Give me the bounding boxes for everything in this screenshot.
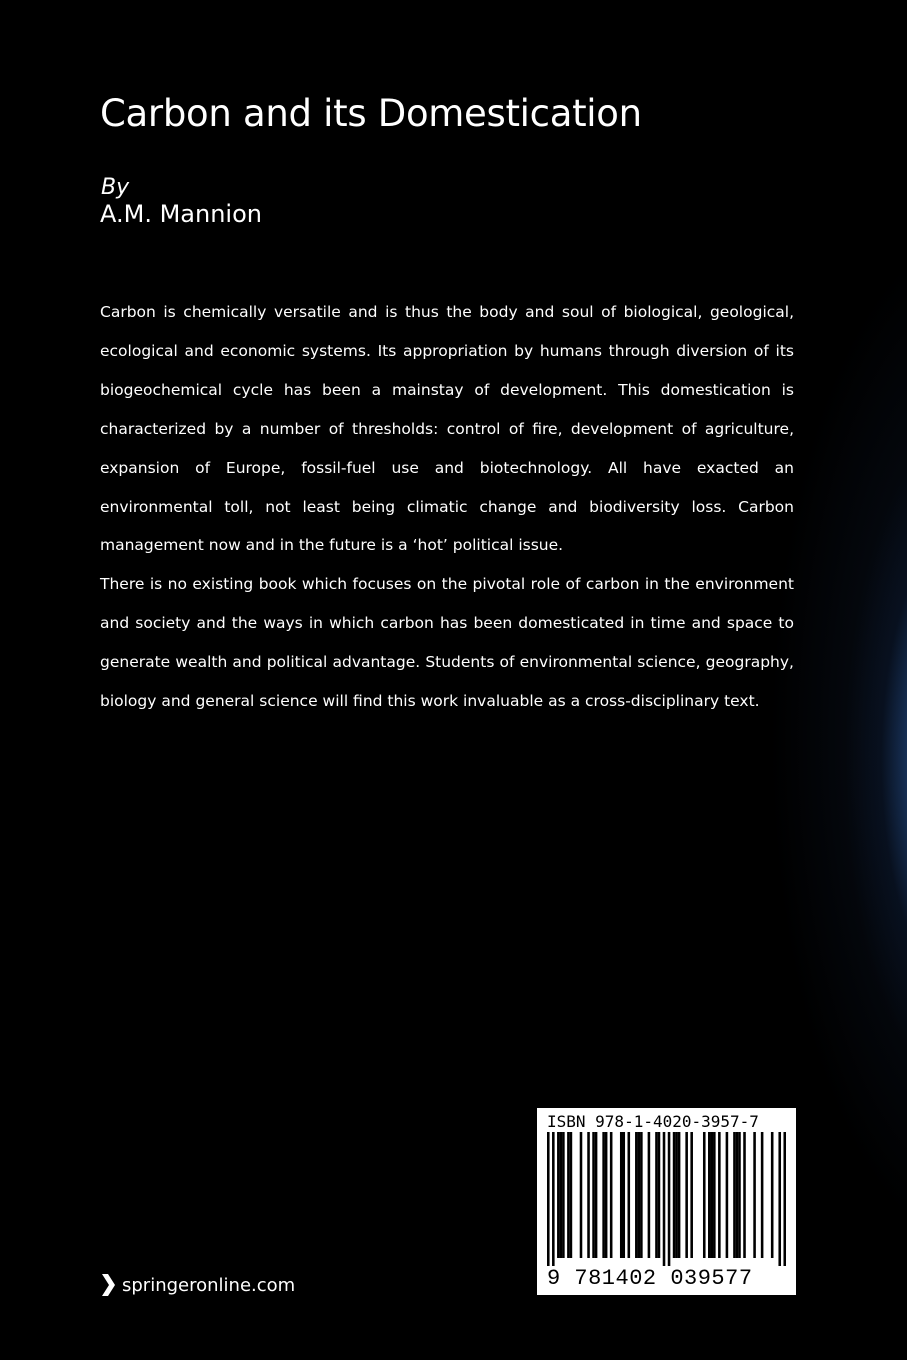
barcode-bar xyxy=(557,1132,560,1258)
blurb xyxy=(100,293,794,721)
barcode-bar xyxy=(761,1132,764,1258)
chevron-right-icon xyxy=(100,1272,116,1298)
blurb-paragraph-1: Carbon is chemically versatile and is thus the body and soul of biological, geological, ecological and economic systems. Its appropriation by humans through diversion of its biogeochemical cycle has been a mainstay of development. This domestication is characterized by a number of thresholds: control of fire, development of agriculture, expansion of Europe, fossil-fuel use and biotechnology. All have exacted an environmental toll, not least being climatic change and biodiversity loss. Carbon management now and in the future is a ‘hot’ political issue. xyxy=(100,303,794,555)
barcode-bar xyxy=(620,1132,623,1258)
barcode-bar xyxy=(673,1132,676,1258)
barcode-bar xyxy=(711,1132,714,1258)
barcode-bar xyxy=(547,1132,550,1266)
barcode-bar xyxy=(602,1132,605,1258)
barcode-bar xyxy=(685,1132,688,1258)
barcode-bar xyxy=(713,1132,716,1258)
barcode-bar xyxy=(605,1132,608,1258)
barcode-bar xyxy=(560,1132,563,1258)
barcode-bar xyxy=(778,1132,781,1266)
barcode-bar xyxy=(610,1132,613,1258)
barcode-bar xyxy=(726,1132,729,1258)
blurb-paragraph-2: There is no existing book which focuses on the pivotal role of carbon in the environment and society and the ways in which carbon has been domesticated in time and space to generate wealth and political advantage. Students of environmental science, geography, biology and general science will find this work invaluable as a cross-disciplinary text. xyxy=(100,575,794,711)
barcode-bar xyxy=(655,1132,658,1258)
barcode-bar xyxy=(628,1132,631,1258)
barcode-bars xyxy=(547,1132,786,1266)
barcode-bar xyxy=(562,1132,565,1258)
book-title: Carbon and its Domestication xyxy=(100,92,642,135)
barcode-bar xyxy=(592,1132,595,1258)
barcode-bar xyxy=(567,1132,570,1258)
barcode-bar xyxy=(771,1132,774,1258)
barcode-bar xyxy=(570,1132,573,1258)
website-link[interactable]: springeronline.com xyxy=(122,1274,296,1296)
barcode-bar xyxy=(738,1132,741,1258)
barcode-bar xyxy=(622,1132,625,1258)
barcode-bar xyxy=(635,1132,638,1258)
isbn-label: ISBN 978-1-4020-3957-7 xyxy=(547,1112,759,1131)
barcode-bar xyxy=(753,1132,756,1258)
barcode-bar xyxy=(638,1132,641,1258)
author-name: A.M. Mannion xyxy=(100,200,262,228)
barcode-bar xyxy=(587,1132,590,1258)
barcode-bar xyxy=(733,1132,736,1258)
barcode-bar xyxy=(675,1132,678,1258)
barcode-bar xyxy=(708,1132,711,1258)
barcode-bar xyxy=(703,1132,706,1258)
barcode-bar xyxy=(580,1132,583,1258)
barcode-bar xyxy=(743,1132,746,1258)
barcode-bar xyxy=(690,1132,693,1258)
barcode-bar xyxy=(552,1132,555,1266)
isbn-digits: 9 781402 039577 xyxy=(547,1266,753,1291)
isbn-barcode xyxy=(536,1107,797,1296)
publisher-website[interactable] xyxy=(100,1271,295,1299)
barcode-bar xyxy=(648,1132,651,1258)
barcode-bar xyxy=(668,1132,671,1266)
barcode-bar xyxy=(736,1132,739,1258)
barcode-bar xyxy=(658,1132,661,1258)
barcode-bar xyxy=(595,1132,598,1258)
barcode-bar xyxy=(718,1132,721,1258)
barcode-bar xyxy=(663,1132,666,1266)
barcode-bar xyxy=(678,1132,681,1258)
barcode-bar xyxy=(640,1132,643,1258)
barcode-bar xyxy=(783,1132,786,1266)
by-label: By xyxy=(101,175,130,200)
